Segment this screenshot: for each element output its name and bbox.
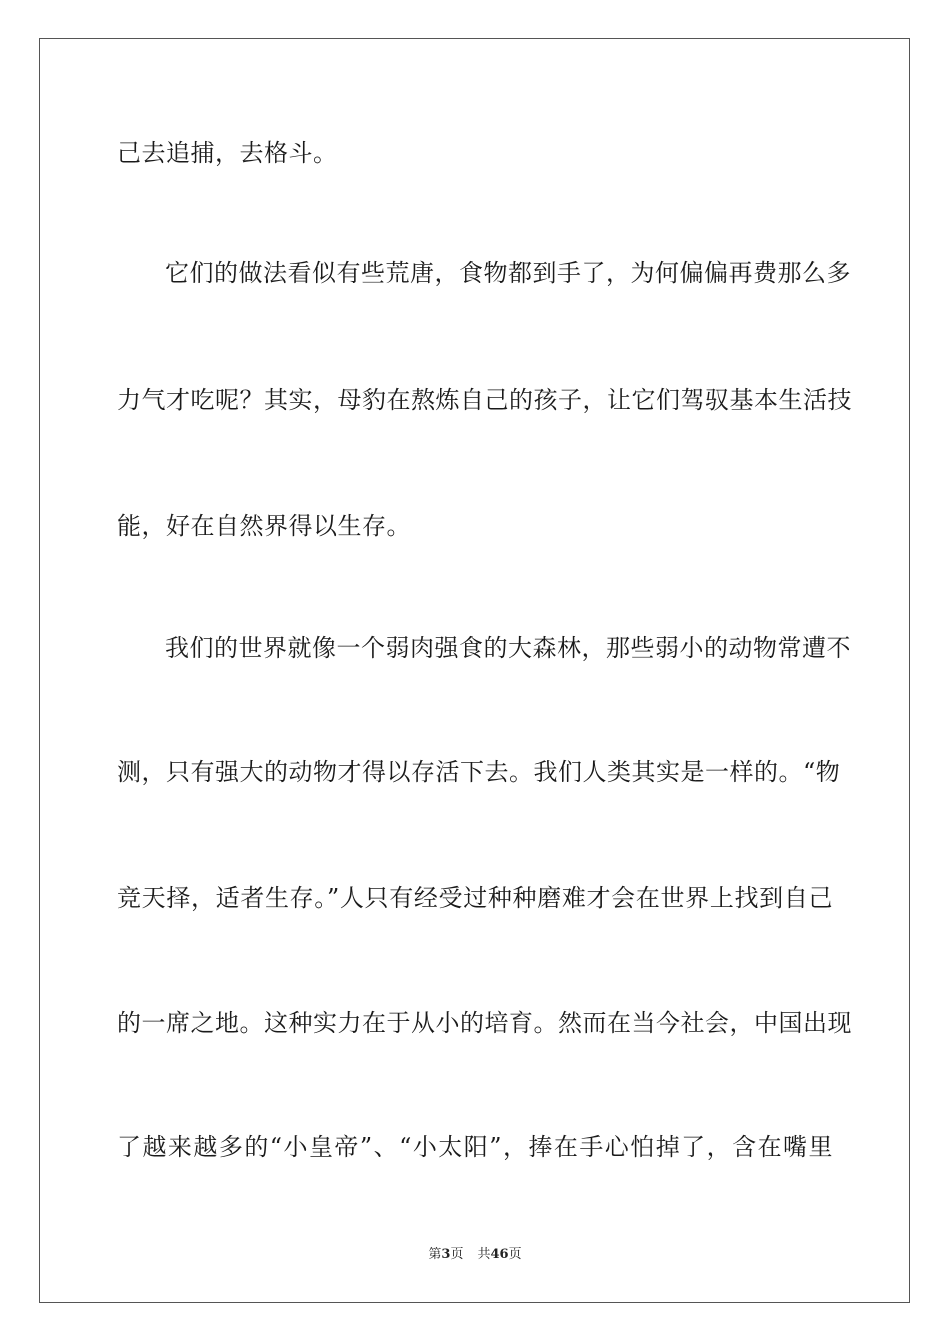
text-line: 测，只有强大的动物才得以存活下去。我们人类其实是一样的。“物 — [117, 758, 841, 786]
page-suffix: 页 — [450, 1247, 464, 1262]
page-border — [39, 38, 910, 1303]
text-line: 己去追捕，去格斗。 — [117, 139, 338, 167]
page-footer — [0, 1246, 950, 1264]
text-line: 的一席之地。这种实力在于从小的培育。然而在当今社会，中国出现 — [117, 1009, 852, 1037]
page-number: 3 — [441, 1247, 451, 1262]
text-line: 力气才吃呢？其实，母豹在熬炼自己的孩子，让它们驾驭基本生活技 — [117, 386, 852, 414]
text-line: 我们的世界就像一个弱肉强食的大森林，那些弱小的动物常遭不 — [165, 634, 851, 662]
total-suffix: 页 — [508, 1247, 522, 1262]
text-line: 竞天择，适者生存。”人只有经受过种种磨难才会在世界上找到自己 — [117, 884, 833, 912]
total-prefix: 共 — [477, 1247, 491, 1262]
page-prefix: 第 — [428, 1247, 442, 1262]
text-line: 能，好在自然界得以生存。 — [117, 512, 411, 540]
total-pages: 46 — [490, 1247, 509, 1262]
text-line: 它们的做法看似有些荒唐，食物都到手了，为何偏偏再费那么多 — [165, 259, 851, 287]
text-line: 了越来越多的“小皇帝”、“小太阳”，捧在手心怕掉了，含在嘴里 — [117, 1133, 833, 1161]
